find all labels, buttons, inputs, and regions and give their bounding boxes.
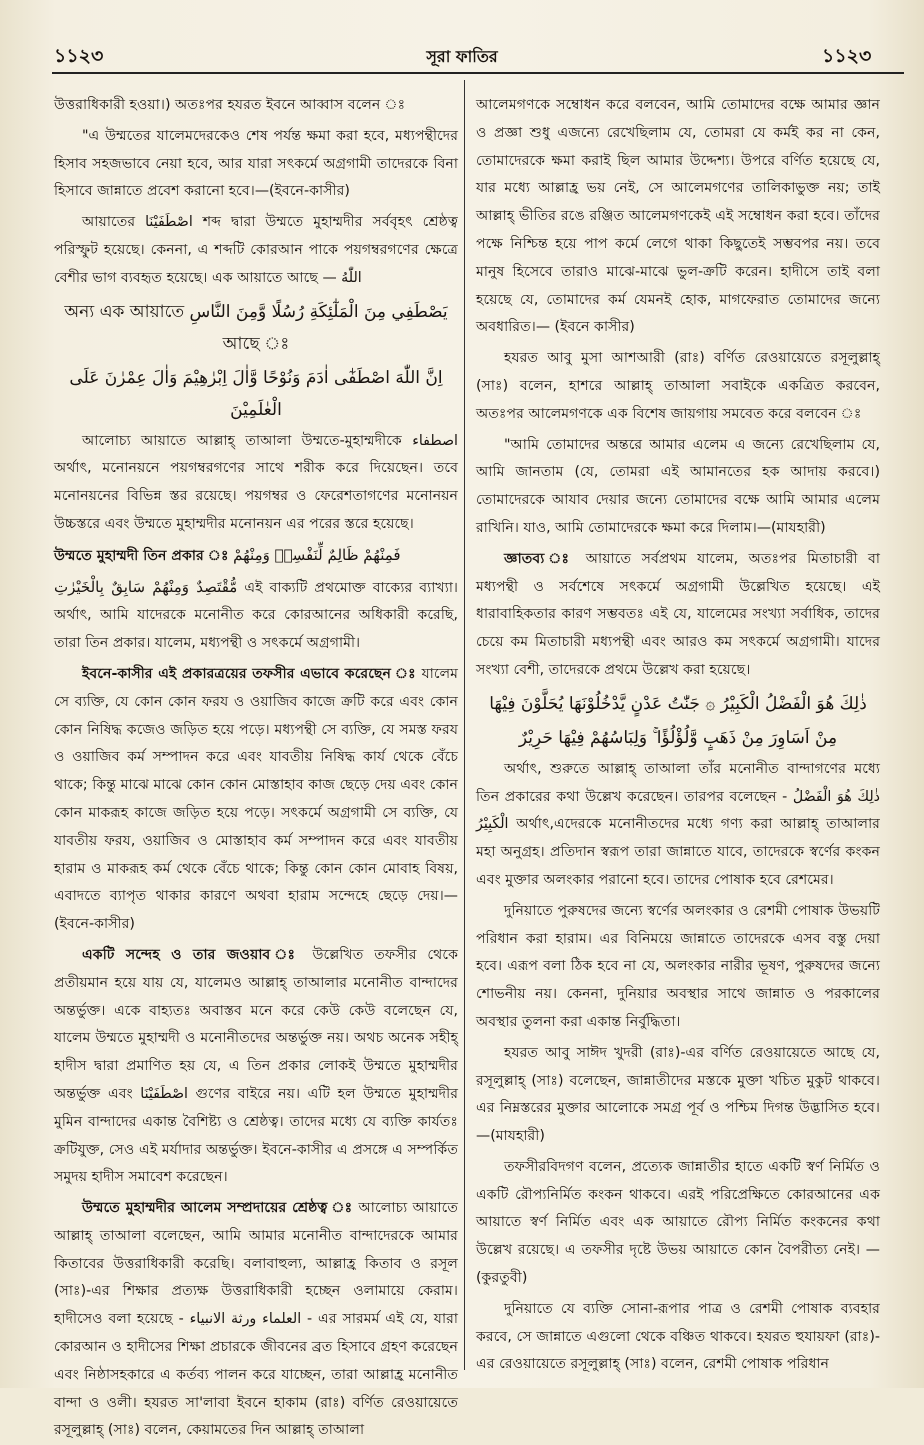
paragraph	[476, 546, 880, 685]
page-header	[0, 0, 924, 86]
surah-title: সূরা ফাতির	[426, 47, 498, 66]
paragraph: আলেমগণকে সম্বোধন করে বলবেন, আমি তোমাদের বক্ষে আমার জ্ঞান ও প্রজ্ঞা শুধু এজন্যে রেখেছিলাম যে, তোমরা যে কর্মই কর না কেন, তোমাদেরকে ক্ষমা করাই ছিল আমার উদ্দেশ্য। উপরে বর্ণিত হয়েছে যে, যার মধ্যে আল্লাহ্র ভয় নেই, সে আলেমগণের তালিকাভুক্ত নয়; তাই আল্লাহ্ ভীতির রঙে রঞ্জিত আলেমগণকেই এই সম্বোধন করা হবে। তাঁদের পক্ষে নিশ্চিন্ত হয়ে পাপ কর্মে লেগে থাকা কিছুতেই সম্ভবপর নয়। তবে মানুষ হিসেবে তারাও মাঝে-মাঝে ভুল-ক্রটি করেন। হাদীসে তাই বলা হয়েছে যে, তোমাদের কর্ম যেমনই হোক, মাগফেরাত তোমাদের জন্যে অবধারিত।— (ইবনে কাসীর)	[476, 97, 880, 336]
quote-paragraph: "আমি তোমাদের অন্তরে আমার এলেম এ জন্যে রেখেছিলাম যে, আমি জানতাম (যে, তোমরা এই আমানতের হক আদায় করবে।) তোমাদেরকে আযাব দেয়ার জন্যে তোমাদের বক্ষে আমি আমার এলেম রাখিনি। যাও, আমি তোমাদেরকে ক্ষমা করে দিলাম।—(মাযহারী)	[476, 436, 880, 536]
arabic-verse: مِنْ اَسَاوِرَ مِنْ ذَهَبٍ وَّلُؤْلُؤًا ۚ وَلِبَاسُهُمْ فِيْهَا حَرِيْرٌ	[518, 727, 838, 748]
section-heading: জ্ঞাতব্য ঃ	[504, 550, 576, 567]
paragraph	[54, 574, 458, 658]
quote-paragraph: "এ উম্মতের যালেমদেরকেও শেষ পর্যন্ত ক্ষমা করা হবে, মধ্যপন্থীদের হিসাব সহজভাবে নেয়া হবে, আর যারা সৎকর্মে অগ্রগামী তাদেরকে বিনা হিসাবে জান্নাতে প্রবেশ করানো হবে।—(ইবনে-কাসীর)	[54, 127, 458, 200]
paragraph: দুনিয়াতে পুরুষদের জন্যে স্বর্ণের অলংকার ও রেশমী পোষাক উভয়টি পরিধান করা হারাম। এর বিনিময়ে জান্নাতে তাদেরকে এসব বস্তু দেয়া হবে। এরূপ বলা ঠিক হবে না যে, অলংকার নারীর ভূষণ, পুরুষদের জন্যে শোভনীয় নয়। কেননা, দুনিয়ার অবস্থার সাথে জান্নাত ও পরকালের অবস্থার তুলনা করা একান্ত নির্বুদ্ধিতা।	[476, 902, 880, 1030]
left-column	[54, 92, 459, 1439]
arabic-verse: يَصْطَفِي مِنَ الْمَلٰٓئِكَةِ رُسُلًا وَّمِنَ النَّاسِ অন্য এক আয়াতে আছে ঃ	[64, 301, 448, 354]
paragraph: দুনিয়াতে যে ব্যক্তি সোনা-রূপার পাত্র ও রেশমী পোষাক ব্যবহার করবে, সে জান্নাতে এগুলো থেকে বঞ্চিত থাকবে। হযরত হুযায়ফা (রাঃ)-এর রেওয়ায়েতে রসূলুল্লাহ্ (সাঃ) বলেন, রেশমী পোষাক পরিধান	[476, 1300, 880, 1373]
section-heading: একটি সন্দেহ ও তার জওয়াব ঃ	[82, 946, 302, 963]
paragraph	[54, 542, 458, 571]
arabic-verse: اِنَّ اللّٰهَ اصْطَفٰٓى اٰدَمَ وَنُوْحًا وَّاٰلَ اِبْرٰهِيْمَ وَاٰلَ عِمْرٰنَ عَلَى الْعٰلَمِيْنَ	[69, 367, 443, 420]
paragraph-text: এই বাক্যটি প্রথমোক্ত বাক্যের ব্যাখ্যা। অর্থাৎ, আমি যাদেরকে মনোনীত করে কোরআনের অধিকারী করেছি, তারা তিন প্রকার। যালেম, মধ্যপন্থী ও সৎকর্মে অগ্রগামী।	[54, 579, 459, 652]
page-number-right: ১১২৩	[822, 45, 872, 67]
paragraph	[54, 942, 458, 1192]
paragraph	[54, 1195, 458, 1445]
paragraph: আলোচ্য আয়াতে আল্লাহ্ তাআলা উম্মতে-মুহাম্মদীকে اصطفاء অর্থাৎ, মনোনয়নে পয়গম্বরগণের সাথে শরীক করে দিয়েছেন। তবে মনোনয়নের বিভিন্ন স্তর রয়েছে। পয়গম্বর ও ফেরেশতাগণের মনোনয়ন উচ্চস্তরে এবং উম্মতে মুহাম্মদীর মনোনয়ন এর পরের স্তরে হয়েছে।	[54, 432, 458, 532]
paragraph: আয়াতের اصْطَفَيْنَا শব্দ দ্বারা উম্মতে মুহাম্মদীর সর্ববৃহৎ শ্রেষ্ঠত্ব পরিস্ফুট হয়েছে। কেননা, এ শব্দটি কোরআন পাকে পয়গম্বরগণের ক্ষেত্রে বেশীর ভাগ ব্যবহৃত হয়েছে। এক আয়াতে আছে — اللّٰهُ	[54, 214, 458, 286]
arabic-verse: ذٰلِكَ هُوَ الْفَضْلُ الْكَبِيْرُ ۞ جَنّٰتُ عَدْنٍ يَّدْخُلُوْنَهَا يُحَلَّوْنَ فِيْهَا	[489, 693, 867, 714]
page-number-left: ১১২৩	[54, 45, 104, 67]
paragraph: তফসীরবিদগণ বলেন, প্রত্যেক জান্নাতীর হাতে একটি স্বর্ণ নির্মিত ও একটি রৌপ্যনির্মিত কংকন থাকবে। এরই পরিপ্রেক্ষিতে কোরআনের এক আয়াতে স্বর্ণ নির্মিত এবং এক আয়াতে রৌপ্য নির্মিত কংকনের কথা উল্লেখ রয়েছে। এ তফসীর দৃষ্টে উভয় আয়াতে কোন বৈপরীত্য নেই। — (কুরতুবী)	[476, 1158, 880, 1287]
paragraph-text: যালেম সে ব্যক্তি, যে কোন কোন ফরয ও ওয়াজিব কাজে ক্রটি করে এবং কোন কোন নিষিদ্ধ কজেও জড়িত হয়ে পড়ে। মধ্যপন্থী সে ব্যক্তি, যে সমস্ত ফরয ও ওয়াজিব কর্ম সম্পাদন করে এবং যাবতীয় নিষিদ্ধ কার্য থেকে বেঁচে থাকে; কিন্তু মাঝে মাঝে কোন কোন মোস্তাহাব কাজ ছেড়ে দেয় এবং কোন কোন মাকরূহ কাজে জড়িত হয়ে পড়ে। সৎকর্মে অগ্রগামী সে ব্যক্তি, যে যাবতীয় ফরয, ওয়াজিব ও মোস্তাহাব কর্ম সম্পাদন করে এবং যাবতীয় হারাম ও মাকরূহ কর্ম থেকে বেঁচে থাকে; কিন্তু কোন কোন মোবাহ বিষয়, এবাদতে ব্যাপৃত থাকার কারণে অথবা হারাম সন্দেহে ছেড়ে দেয়।— (ইবনে-কাসীর)	[54, 665, 459, 933]
arabic-inline: فَمِنْهُمْ ظَالِمٌ لِّنَفْسِهٖ وَمِنْهُمْ	[233, 545, 401, 564]
paragraph: উত্তরাধিকারী হওয়া।) অতঃপর হযরত ইবনে আব্বাস বলেন ঃ	[54, 97, 406, 113]
paragraph-text: আয়াতে সর্বপ্রথম যালেম, অতঃপর মিতাচারী বা মধ্যপন্থী ও সর্বশেষে সৎকর্মে অগ্রগামী উল্লেখিত হয়েছে। এই ধারাবাহিকতার কারণ সম্ভবতঃ এই যে, যালেমের সংখ্যা সর্বাধিক, তাদের চেয়ে কম মিতাচারী মধ্যপন্থী এবং আরও কম সৎকর্মে অগ্রগামী। যাদের সংখ্যা বেশী, তাদেরকে প্রথমে উল্লেখ করা হয়েছে।	[476, 550, 880, 678]
right-column	[476, 92, 880, 1382]
section-heading: উম্মতে মুহাম্মদীর আলেম সম্প্রদায়ের শ্রেষ্ঠত্ব ঃ	[82, 1200, 354, 1217]
paragraph: অর্থাৎ, শুরুতে আল্লাহ্ তাআলা তাঁর মনোনীত বান্দাগণের মধ্যে তিন প্রকারের কথা উল্লেখ করেছেন। তারপর বলেছেন - ذٰلِكَ هُوَ الْفَضْلُ الْكَبِيْرُ অর্থাৎ,এদেরকে মনোনীতদের মধ্যে গণ্য করা আল্লাহ্ তাআলার মহা অনুগ্রহ। প্রতিদান স্বরূপ তারা জান্নাতে যাবে, তাদেরকে স্বর্ণের কংকন এবং মুক্তার অলংকার পরানো হবে। তাদের পোষাক হবে রেশমের।	[476, 760, 880, 888]
paragraph: হযরত আবু সাঈদ খুদরী (রাঃ)-এর বর্ণিত রেওয়ায়েতে আছে যে, রসূলুল্লাহ্ (সাঃ) বলেছেন, জান্নাতীদের মস্তকে মুক্তা খচিত মুকুট থাকবে। এর নিম্নস্তরের মুক্তার আলোকে সমগ্র পূর্ব ও পশ্চিম দিগন্ত উদ্ভাসিত হবে। —(মাযহারী)	[476, 1044, 880, 1145]
paragraph: হযরত আবু মুসা আশআরী (রাঃ) বর্ণিত রেওয়ায়েতে রসূলুল্লাহ্ (সাঃ) বলেন, হাশরে আল্লাহ্ তাআলা সবাইকে একত্রিত করবেন, অতঃপর আলেমগণকে এক বিশেষ জায়গায় সমবেত করে বলবেন ঃ	[476, 350, 880, 422]
header-rule	[52, 72, 904, 74]
section-heading: উম্মতে মুহাম্মদী তিন প্রকার ঃ	[54, 547, 229, 564]
paragraph	[54, 661, 458, 939]
paragraph-text: উল্লেখিত তফসীর থেকে প্রতীয়মান হয়ে যায় যে, যালেমও আল্লাহ্ তাআলার মনোনীত বান্দাদের অন্তর্ভুক্ত। একে বাহ্যতঃ অবাস্তব মনে করে কেউ কেউ বলেছেন যে, যালেম উম্মতে মুহাম্মদী ও মনোনীতদের অন্তর্ভুক্ত নয়। অথচ অনেক সহীহ্ হাদীস দ্বারা প্রমাণিত হয় যে, এ তিন প্রকার লোকই উম্মতে মুহাম্মদীর অন্তর্ভুক্ত এবং اصْطَفَيْنَا গুণের বাইরে নয়। এটি হল উম্মতে মুহাম্মদীর মুমিন বান্দাদের একান্ত বৈশিষ্ট্য ও শ্রেষ্ঠত্ব। তাদের মধ্যে যে ব্যক্তি কার্যতঃ ক্রটিযুক্ত, সেও এই মর্যাদার অন্তর্ভুক্ত। ইবনে-কাসীর এ প্রসঙ্গে এ সম্পর্কিত সমুদয় হাদীস সমাবেশ করেছেন।	[54, 946, 458, 1186]
column-divider	[464, 80, 465, 1370]
paragraph-text: আলোচ্য আয়াতে আল্লাহ্ তাআলা বলেছেন, আমি আমার মনোনীত বান্দাদেরকে আমার কিতাবের উত্তরাধিকারী করেছি। বলাবাহুল্য, আল্লাহ্র কিতাব ও রসূল (সাঃ)-এর শিক্ষার প্রত্যক্ষ উত্তরাধিকারী হচ্ছেন ওলামায়ে কেরাম। হাদীসেও বলা হয়েছে - العلماء ورثة الانبياء - এর সারমর্ম এই যে, যারা কোরআন ও হাদীসের শিক্ষা প্রচারকে জীবনের ব্রত হিসাবে গ্রহণ করেছেন এবং নিষ্ঠাসহকারে এ কর্তব্য পালন করে যাচ্ছেন, তারা আল্লাহ্র মনোনীত বান্দা ও ওলী। হযরত সা'লাবা ইবনে হাকাম (রাঃ) বর্ণিত রেওয়ায়েতে রসূলুল্লাহ্ (সাঃ) বলেন, কেয়ামতের দিন আল্লাহ্ তাআলা	[54, 1200, 458, 1439]
section-heading: ইবনে-কাসীর এই প্রকারত্রয়ের তফসীর এভাবে করেছেন ঃ	[82, 665, 417, 682]
arabic-inline: مُّقْتَصِدٌ وَمِنْهُمْ سَابِقٌ بِالْخَيْرٰتِ	[54, 577, 238, 596]
